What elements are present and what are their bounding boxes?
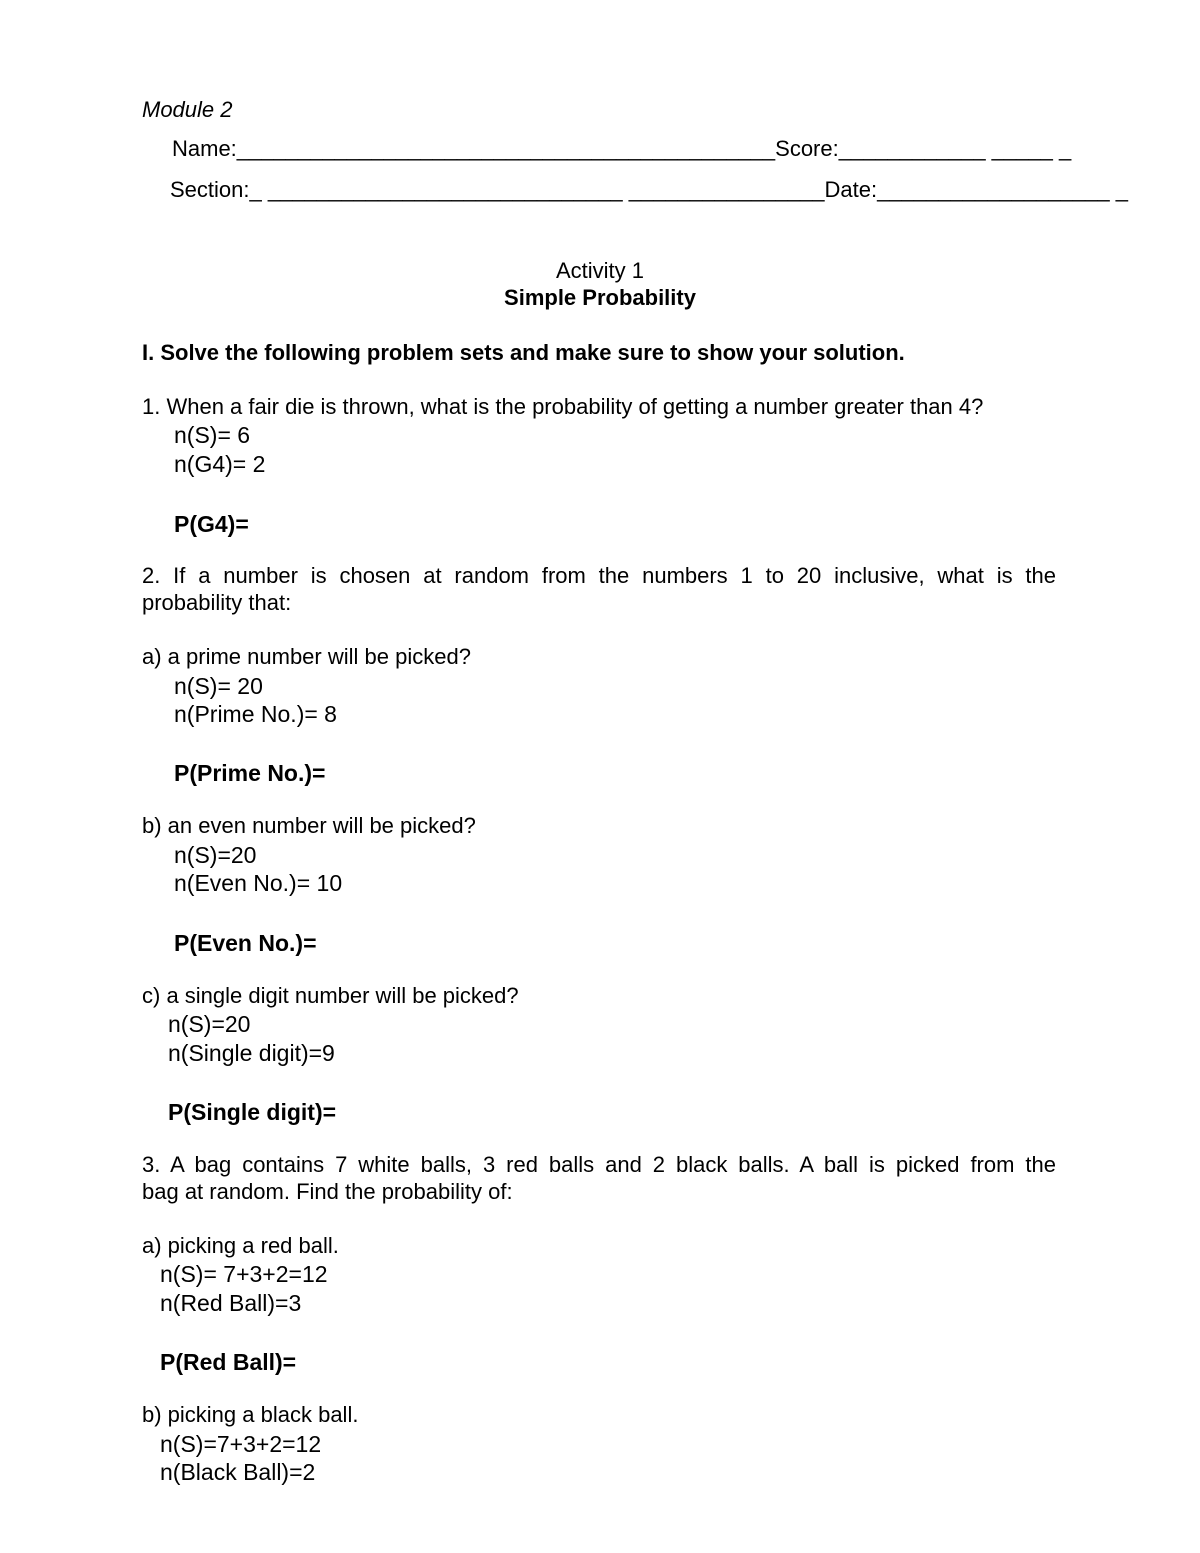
- section-date-line: Section:_ _____________________________ ________________Date:___________________ _: [170, 177, 1128, 202]
- q3a-answer-label: P(Red Ball)=: [160, 1349, 297, 1375]
- activity-subtitle: Simple Probability: [504, 285, 696, 310]
- q1-question: 1. When a fair die is thrown, what is the probability of getting a number greater than 4?: [142, 394, 984, 419]
- activity-title: Activity 1: [555, 258, 645, 283]
- q3b-question: b) picking a black ball.: [142, 1402, 359, 1427]
- q1-sample-space: n(S)= 6: [174, 422, 251, 448]
- q2c-answer-label: P(Single digit)=: [168, 1099, 337, 1125]
- q1-event-count: n(G4)= 2: [174, 451, 266, 477]
- q3-question-line2: bag at random. Find the probability of:: [142, 1179, 513, 1204]
- q3a-sample-space: n(S)= 7+3+2=12: [160, 1261, 328, 1287]
- instruction: I. Solve the following problem sets and make sure to show your solution.: [142, 340, 905, 365]
- q2c-question: c) a single digit number will be picked?: [142, 983, 519, 1008]
- q2a-event-count: n(Prime No.)= 8: [174, 701, 337, 727]
- q1-answer-label: P(G4)=: [174, 511, 249, 537]
- q2a-sample-space: n(S)= 20: [174, 673, 263, 699]
- module-label: Module 2: [142, 97, 233, 122]
- q2c-event-count: n(Single digit)=9: [168, 1040, 335, 1066]
- name-score-line: Name:____________________________________________Score:____________ _____ _: [172, 136, 1072, 161]
- q3b-event-count: n(Black Ball)=2: [160, 1459, 316, 1485]
- q2c-sample-space: n(S)=20: [168, 1011, 251, 1037]
- q2-question-line1: 2. If a number is chosen at random from the numbers 1 to 20 inclusive, what is the: [142, 563, 1056, 588]
- q2b-event-count: n(Even No.)= 10: [174, 870, 343, 896]
- q3a-question: a) picking a red ball.: [142, 1233, 339, 1258]
- q3-question-line1: 3. A bag contains 7 white balls, 3 red balls and 2 black balls. A ball is picked from the: [142, 1152, 1056, 1177]
- q3a-event-count: n(Red Ball)=3: [160, 1290, 302, 1316]
- q3b-sample-space: n(S)=7+3+2=12: [160, 1431, 322, 1457]
- q2b-answer-label: P(Even No.)=: [174, 930, 317, 956]
- q2b-question: b) an even number will be picked?: [142, 813, 476, 838]
- q2a-question: a) a prime number will be picked?: [142, 644, 471, 669]
- q2a-answer-label: P(Prime No.)=: [174, 760, 326, 786]
- q2-question-line2: probability that:: [142, 590, 292, 615]
- q2b-sample-space: n(S)=20: [174, 842, 257, 868]
